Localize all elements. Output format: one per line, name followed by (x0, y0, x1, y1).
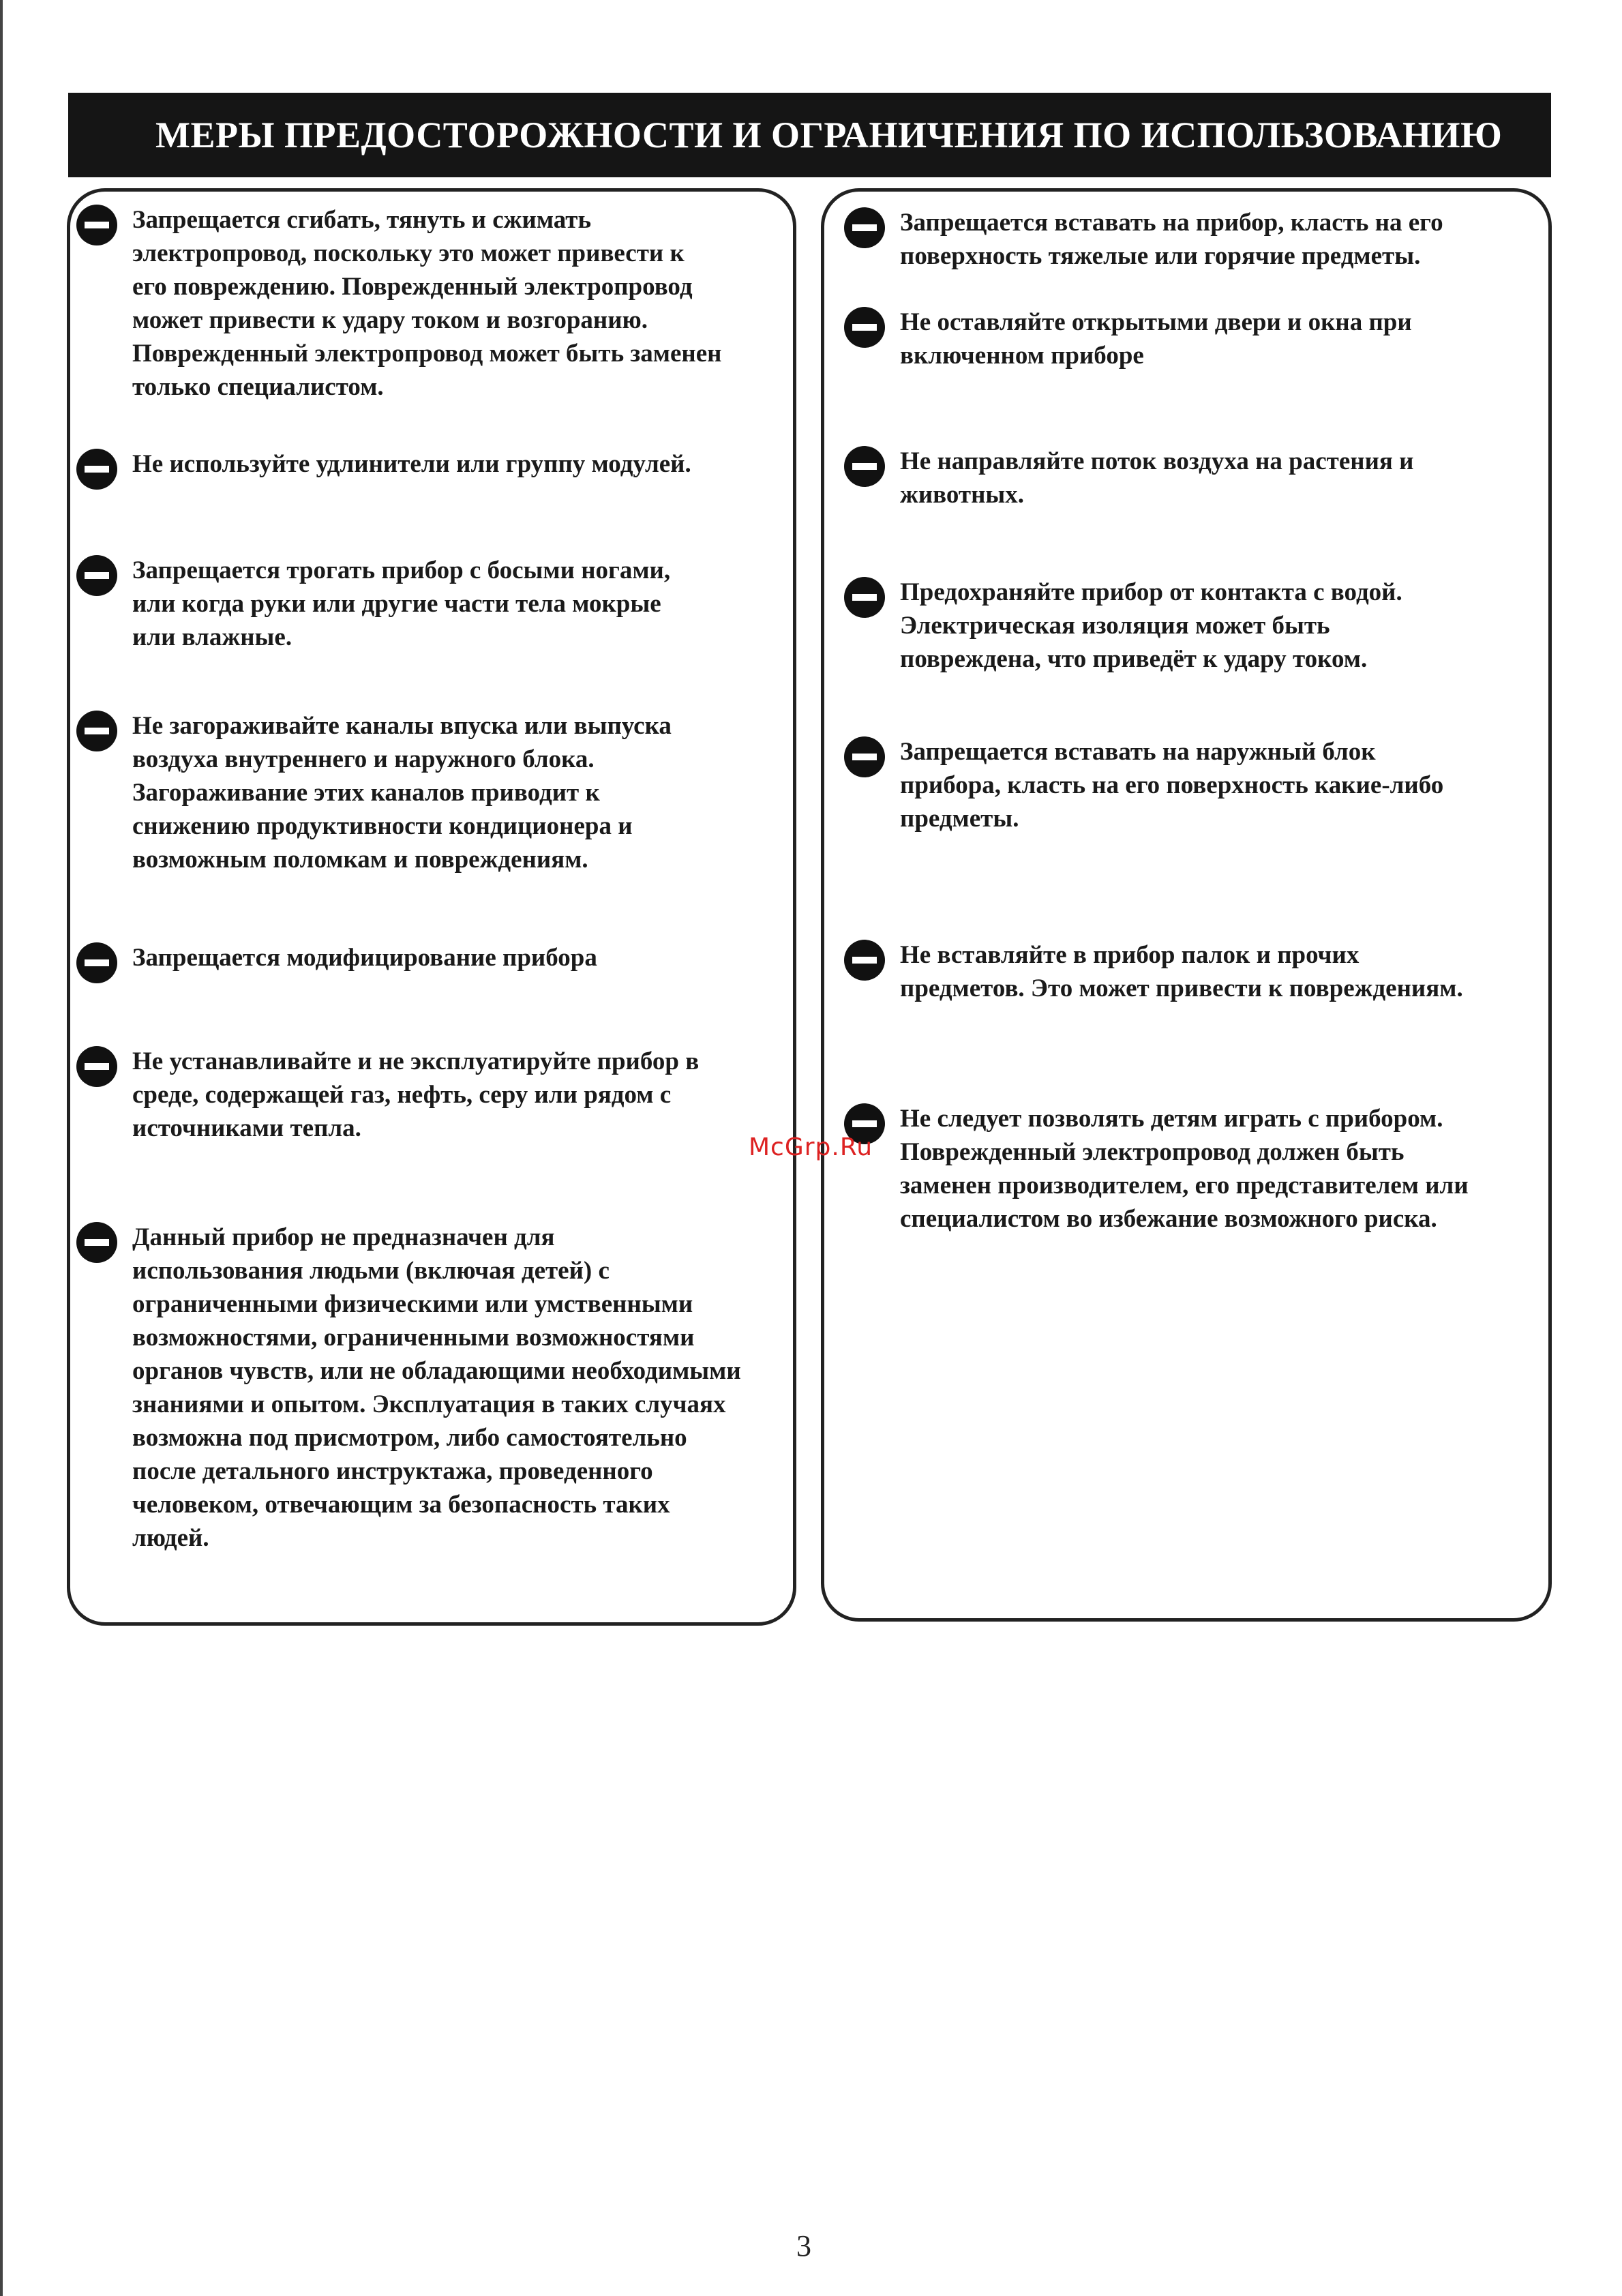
warning-item (844, 576, 1402, 676)
warning-item (844, 206, 1443, 273)
warning-text: Не оставляйте открытыми двери и окна при включенном приборе (900, 308, 1412, 370)
warning-item (76, 1221, 741, 1555)
warning-item (76, 447, 691, 490)
warning-text: Не направляйте поток воздуха на растения и животных. (900, 447, 1414, 509)
section-title: МЕРЫ ПРЕДОСТОРОЖНОСТИ И ОГРАНИЧЕНИЯ ПО ИСПОЛЬЗОВАНИЮ (155, 115, 1503, 155)
warning-item (844, 445, 1414, 511)
prohibition-icon (76, 1046, 117, 1087)
prohibition-icon (844, 207, 885, 248)
right-panel (821, 188, 1552, 1622)
warning-text: Не загораживайте каналы впуска или выпуска воздуха внутреннего и наружного блока. Загораживание этих каналов приводит к снижению продуктивности кондиционера и возможным поломкам и повреждениям. (132, 712, 672, 874)
warning-text: Данный прибор не предназначен для использования людьми (включая детей) с ограниченными физическими или умственными возможностями, ограниченными возможностями органов чувств, или не обладающими необходимыми знаниями и опытом. Эксплуатация в таких случаях возможна под присмотром, либо самостоятельно после детального инструктажа, проведенного человеком, отвечающим за безопасность таких людей. (132, 1223, 741, 1552)
warning-text: Запрещается модифицирование прибора (132, 944, 597, 972)
warning-text: Запрещается сгибать, тянуть и сжимать электропровод, поскольку это может привести к его повреждению. Поврежденный электропровод может привести к удару током и возгоранию. Поврежденный электропровод может быть заменен только специалистом. (132, 206, 722, 401)
prohibition-icon (844, 446, 885, 487)
warning-item (76, 554, 670, 654)
warning-item (844, 305, 1412, 372)
prohibition-icon (844, 307, 885, 348)
prohibition-icon (844, 577, 885, 618)
warning-item (76, 1045, 699, 1145)
prohibition-icon (844, 940, 885, 981)
warning-text: Не устанавливайте и не эксплуатируйте прибор в среде, содержащей газ, нефть, серу или рядом с источниками тепла. (132, 1047, 700, 1142)
section-header (68, 93, 1551, 177)
warning-item (844, 1102, 1469, 1236)
prohibition-icon (76, 711, 117, 751)
page-edge (0, 0, 3, 2296)
prohibition-icon (844, 736, 885, 777)
warning-text: Запрещается трогать прибор с босыми ногами, или когда руки или другие части тела мокрые или влажные. (132, 556, 671, 651)
prohibition-icon (76, 449, 117, 490)
warning-item (76, 709, 672, 876)
warning-text: Не вставляйте в прибор палок и прочих предметов. Это может привести к повреждениям. (900, 941, 1463, 1002)
warning-text: Не следует позволять детям играть с прибором. Поврежденный электропровод должен быть заменен производителем, его представителем или специалистом во избежание возможного риска. (900, 1105, 1469, 1233)
warning-text: Не используйте удлинители или группу модулей. (132, 450, 691, 478)
page-number: 3 (796, 2229, 811, 2263)
warning-text: Запрещается вставать на наружный блок прибора, класть на его поверхность какие-либо предметы. (900, 738, 1444, 833)
warning-item (844, 938, 1463, 1005)
warning-text: Запрещается вставать на прибор, класть на его поверхность тяжелые или горячие предметы. (900, 209, 1443, 270)
warning-text: Предохраняйте прибор от контакта с водой. Электрическая изоляция может быть повреждена, что приведёт к удару током. (900, 578, 1402, 673)
warning-item (76, 203, 721, 404)
prohibition-icon (76, 555, 117, 596)
prohibition-icon (76, 1222, 117, 1263)
watermark: McGrp.Ru (749, 1133, 873, 1161)
prohibition-icon (76, 942, 117, 983)
warning-item (844, 735, 1443, 835)
prohibition-icon (76, 205, 117, 245)
warning-item (76, 941, 597, 983)
